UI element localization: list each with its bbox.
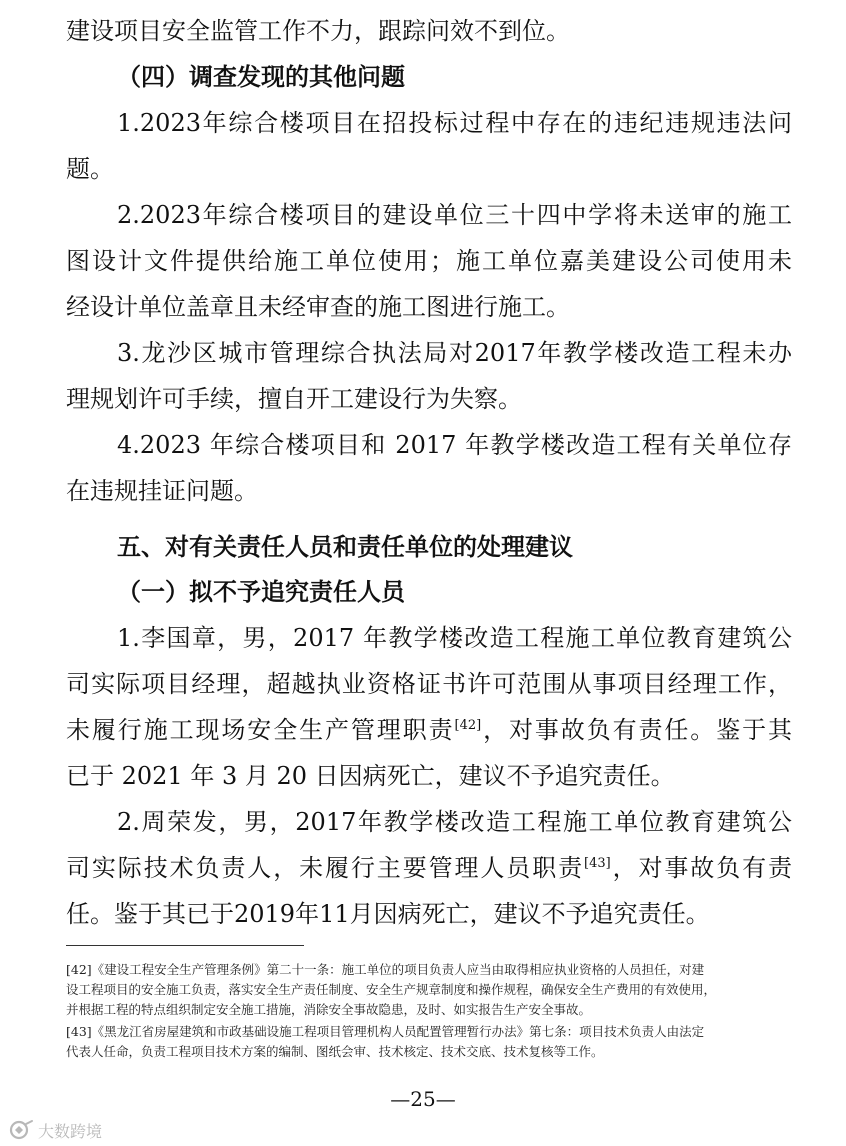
body-line: 3.龙沙区城市管理综合执法局对2017年教学楼改造工程未办	[117, 339, 792, 367]
watermark-text: 大数跨境	[38, 1121, 103, 1141]
footnote-line: 代表人任命，负责工程项目技术方案的编制、图纸会审、技术核定、技术交底、技术复核等工作。	[66, 1044, 604, 1059]
body-line: 2.2023年综合楼项目的建设单位三十四中学将未送审的施工	[117, 201, 792, 229]
body-line: 题。	[66, 155, 114, 183]
subsection-heading-4: （四）调查发现的其他问题	[117, 62, 405, 91]
section-heading: 五、对有关责任人员和责任单位的处理建议	[117, 532, 573, 561]
body-line: 在违规挂证问题。	[66, 477, 258, 505]
footnote-line: [42]《建设工程安全生产管理条例》第二十一条：施工单位的项目负责人应当由取得相应执业资格的人员担任，对建	[66, 962, 705, 977]
body-line: 理规划许可手续，擅自开工建设行为失察。	[66, 385, 522, 413]
body-text: ，对事故负有责任。鉴于其	[481, 716, 793, 744]
body-line: 2.周荣发，男，2017年教学楼改造工程施工单位教育建筑公	[117, 808, 792, 836]
subsection-heading-1: （一）拟不予追究责任人员	[117, 577, 405, 606]
body-line	[66, 851, 792, 885]
body-line: 1.2023年综合楼项目在招投标过程中存在的违纪违规违法问	[117, 109, 792, 137]
body-line: 4.2023 年综合楼项目和 2017 年教学楼改造工程有关单位存	[117, 431, 792, 459]
watermark	[8, 1118, 102, 1142]
body-text: ，对事故负有责	[610, 854, 793, 882]
body-line: 任。鉴于其已于2019年11月因病死亡，建议不予追究责任。	[66, 900, 710, 928]
body-line: 经设计单位盖章且未经审查的施工图进行施工。	[66, 293, 570, 321]
footnote-line: 并根据工程的特点组织制定安全施工措施，消除安全事故隐患，及时、如实报告生产安全事故。	[66, 1002, 592, 1017]
body-line: 建设项目安全监管工作不力，跟踪问效不到位。	[66, 17, 570, 45]
body-text: 未履行施工现场安全生产管理职责	[66, 716, 455, 744]
body-line: 司实际项目经理，超越执业资格证书许可范围从事项目经理工作，	[66, 670, 792, 698]
page-number: —25—	[390, 1087, 456, 1111]
footnote-line: [43]《黑龙江省房屋建筑和市政基础设施工程项目管理机构人员配置管理暂行办法》第七条：项目技术负责人由法定	[66, 1024, 705, 1039]
body-line: 图设计文件提供给施工单位使用；施工单位嘉美建设公司使用未	[66, 247, 792, 275]
body-text: 司实际技术负责人，未履行主要管理人员职责	[66, 854, 585, 882]
body-line: 已于 2021 年 3 月 20 日因病死亡，建议不予追究责任。	[66, 762, 675, 790]
footnote-ref-43[interactable]: [43]	[584, 856, 611, 871]
footnote-ref-42[interactable]: [42]	[454, 718, 482, 733]
footnote-divider	[66, 945, 304, 946]
footnote-line: 设工程项目的安全施工负责，落实安全生产责任制度、安全生产规章制度和操作规程，确保安全生产费用的有效使用，	[66, 982, 717, 997]
body-line: 1.李国章，男，2017 年教学楼改造工程施工单位教育建筑公	[117, 624, 792, 652]
body-line	[66, 713, 792, 747]
dashu-logo-icon	[8, 1119, 34, 1141]
